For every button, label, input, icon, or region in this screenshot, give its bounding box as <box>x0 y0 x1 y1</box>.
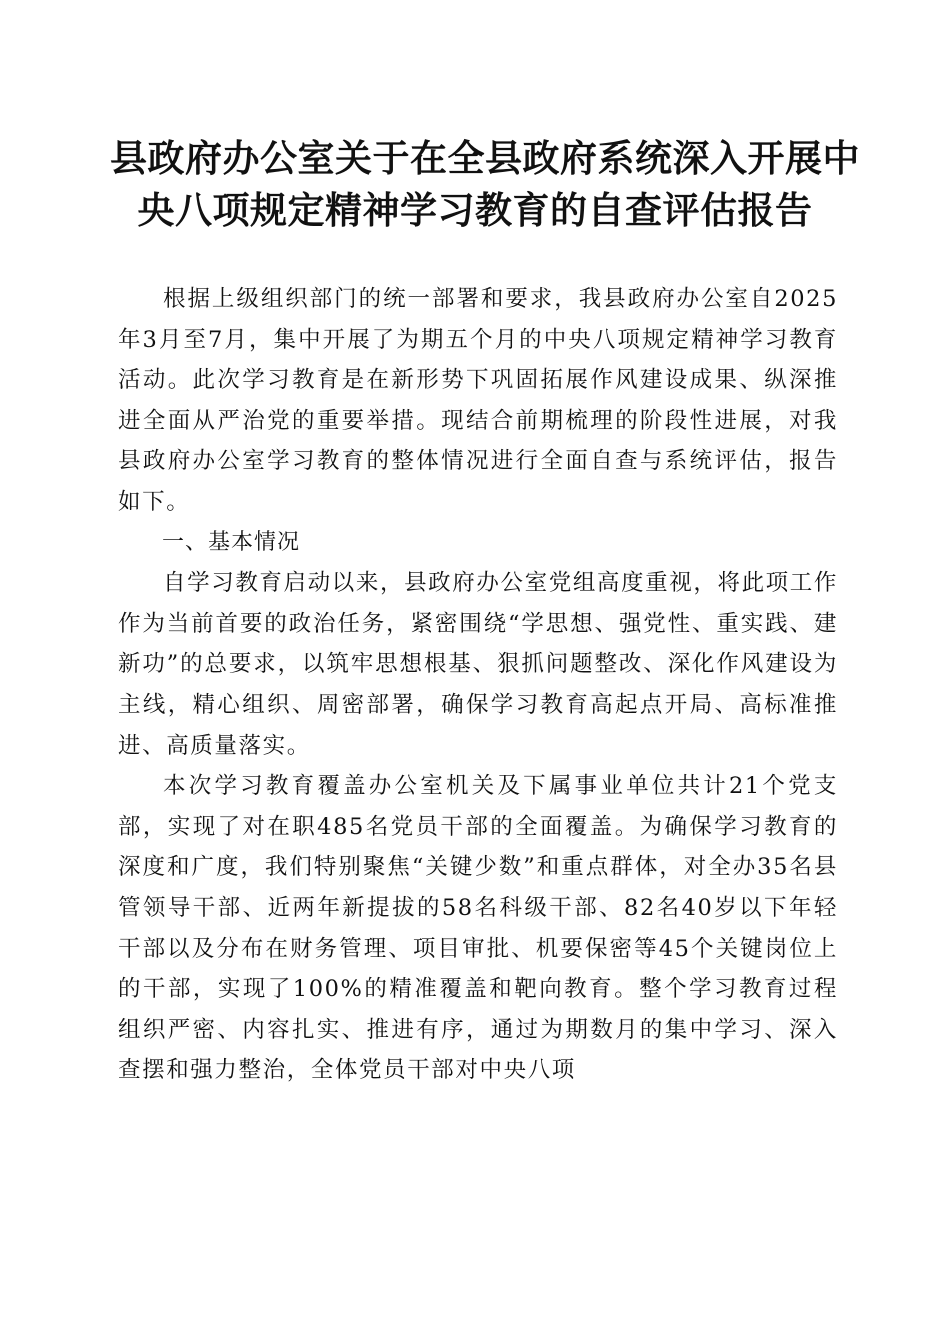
title-line-2: 央八项规定精神学习教育的自查评估报告 <box>137 188 813 232</box>
section-heading-basic-situation: 一、基本情况 <box>162 529 301 555</box>
body-paragraph: 自学习教育启动以来，县政府办公室党组高度重视，将此项工作作为当前首要的政治任务，紧密围绕“学思想、强党性、重实践、建新功”的总要求，以筑牢思想根基、狠抓问题整改、深化作风建设为主线，精心组织、周密部署，确保学习教育高起点开局、高标准推进、高质量落实。 <box>118 570 838 759</box>
document-title <box>110 132 860 236</box>
title-line-1: 县政府办公室关于在全县政府系统深入开展中 <box>110 136 860 180</box>
document-body <box>118 279 838 1091</box>
body-paragraph: 本次学习教育覆盖办公室机关及下属事业单位共计21个党支部，实现了对在职485名党员干部的全面覆盖。为确保学习教育的深度和广度，我们特别聚焦“关键少数”和重点群体，对全办35名县管领导干部、近两年新提拔的58名科级干部、82名40岁以下年轻干部以及分布在财务管理、项目审批、机要保密等45个关键岗位上的干部，实现了100%的精准覆盖和靶向教育。整个学习教育过程组织严密、内容扎实、推进有序，通过为期数月的集中学习、深入查摆和强力整治，全体党员干部对中央八项 <box>118 773 838 1084</box>
intro-paragraph: 根据上级组织部门的统一部署和要求，我县政府办公室自2025年3月至7月，集中开展了为期五个月的中央八项规定精神学习教育活动。此次学习教育是在新形势下巩固拓展作风建设成果、纵深推进全面从严治党的重要举措。现结合前期梳理的阶段性进展，对我县政府办公室学习教育的整体情况进行全面自查与系统评估，报告如下。 <box>118 286 838 515</box>
